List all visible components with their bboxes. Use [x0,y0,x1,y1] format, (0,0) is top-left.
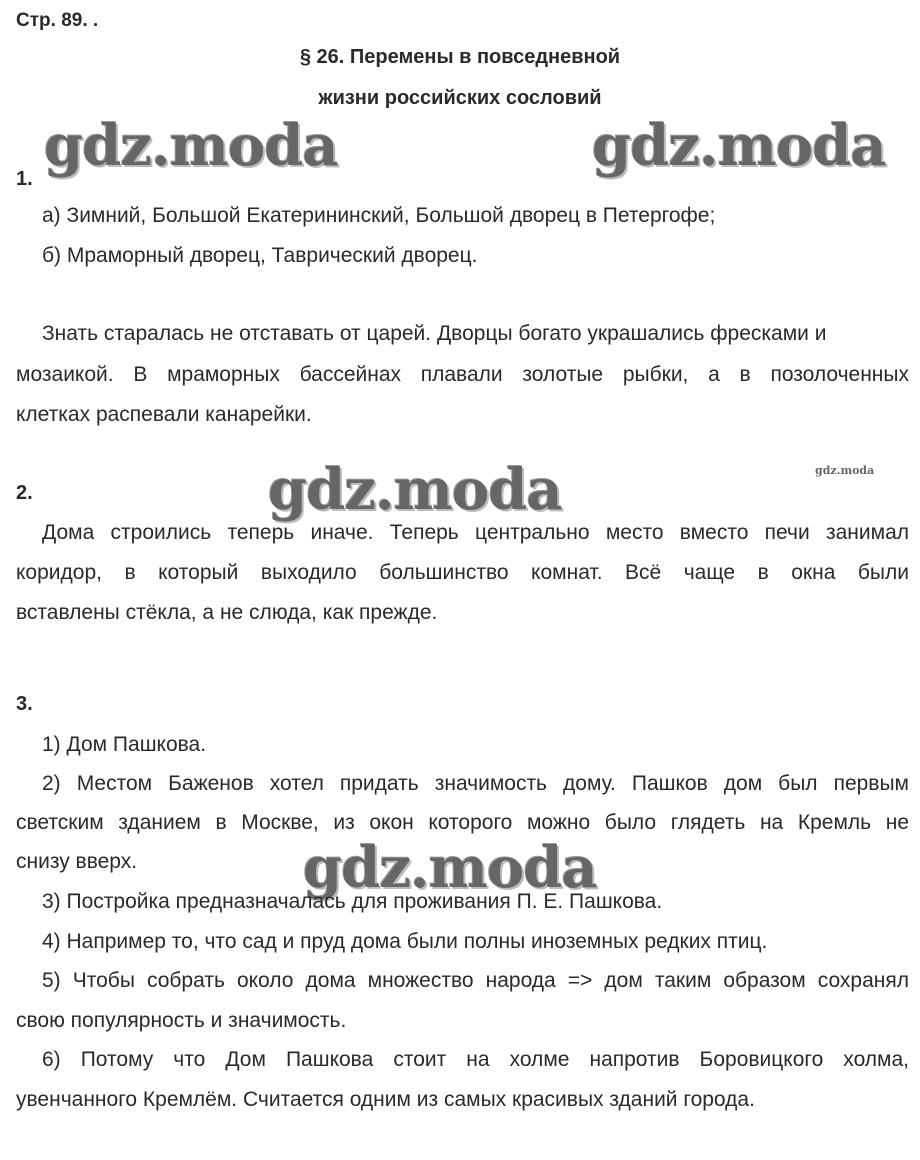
section-2-number: 2. [16,482,33,504]
section-2-line: коридор, в который выходило большинство комнат. Всё чаще в окна были [16,561,909,584]
section-3-line: 2) Местом Баженов хотел придать значимость дому. Пашков дом был первым [42,772,909,795]
section-3-line: 3) Постройка предназначалась для проживания П. Е. Пашкова. [42,890,663,913]
section-2-line: вставлены стёкла, а не слюда, как прежде. [16,601,438,624]
section-1-line: б) Мраморный дворец, Таврический дворец. [42,244,478,267]
page-label: Стр. 89. . [16,10,99,31]
title-line-1: § 26. Перемены в повседневной [299,46,621,68]
section-3-line: 1) Дом Пашкова. [42,733,207,756]
watermark-logo: gdz.moda [268,457,562,523]
section-1-number: 1. [16,168,33,190]
watermark-logo: gdz.moda [592,113,886,179]
section-1-line: а) Зимний, Большой Екатерининский, Большой дворец в Петергофе; [42,204,716,227]
section-3-line: 5) Чтобы собрать около дома множество народа => дом таким образом сохранял [42,969,909,992]
section-3-line: 6) Потому что Дом Пашкова стоит на холме напротив Боровицкого холма, [42,1048,909,1071]
section-1-line: клетках распевали канарейки. [16,403,312,426]
section-3-line: светским зданием в Москве, из окон которого можно было глядеть на Кремль не [16,811,909,834]
watermark-logo: gdz.moda [44,113,338,179]
section-3-line: увенчанного Кремлём. Считается одним из самых красивых зданий города. [16,1088,755,1111]
section-2-line: Дома строились теперь иначе. Теперь центрально место вместо печи занимал [42,521,909,544]
title-line-2: жизни российских сословий [318,87,602,109]
section-3-number: 3. [16,693,33,715]
section-3-line: снизу вверх. [16,850,138,873]
watermark-logo: gdz.moda [303,835,597,901]
section-3-line: свою популярность и значимость. [16,1009,347,1032]
section-3-line: 4) Например то, что сад и пруд дома были полны иноземных редких птиц. [42,930,768,953]
section-1-line: Знать старалась не отставать от царей. Дворцы богато украшались фресками и [42,322,827,345]
watermark-small: gdz.moda [815,464,875,477]
section-1-line: мозаикой. В мраморных бассейнах плавали золотые рыбки, а в позолоченных [16,363,909,386]
